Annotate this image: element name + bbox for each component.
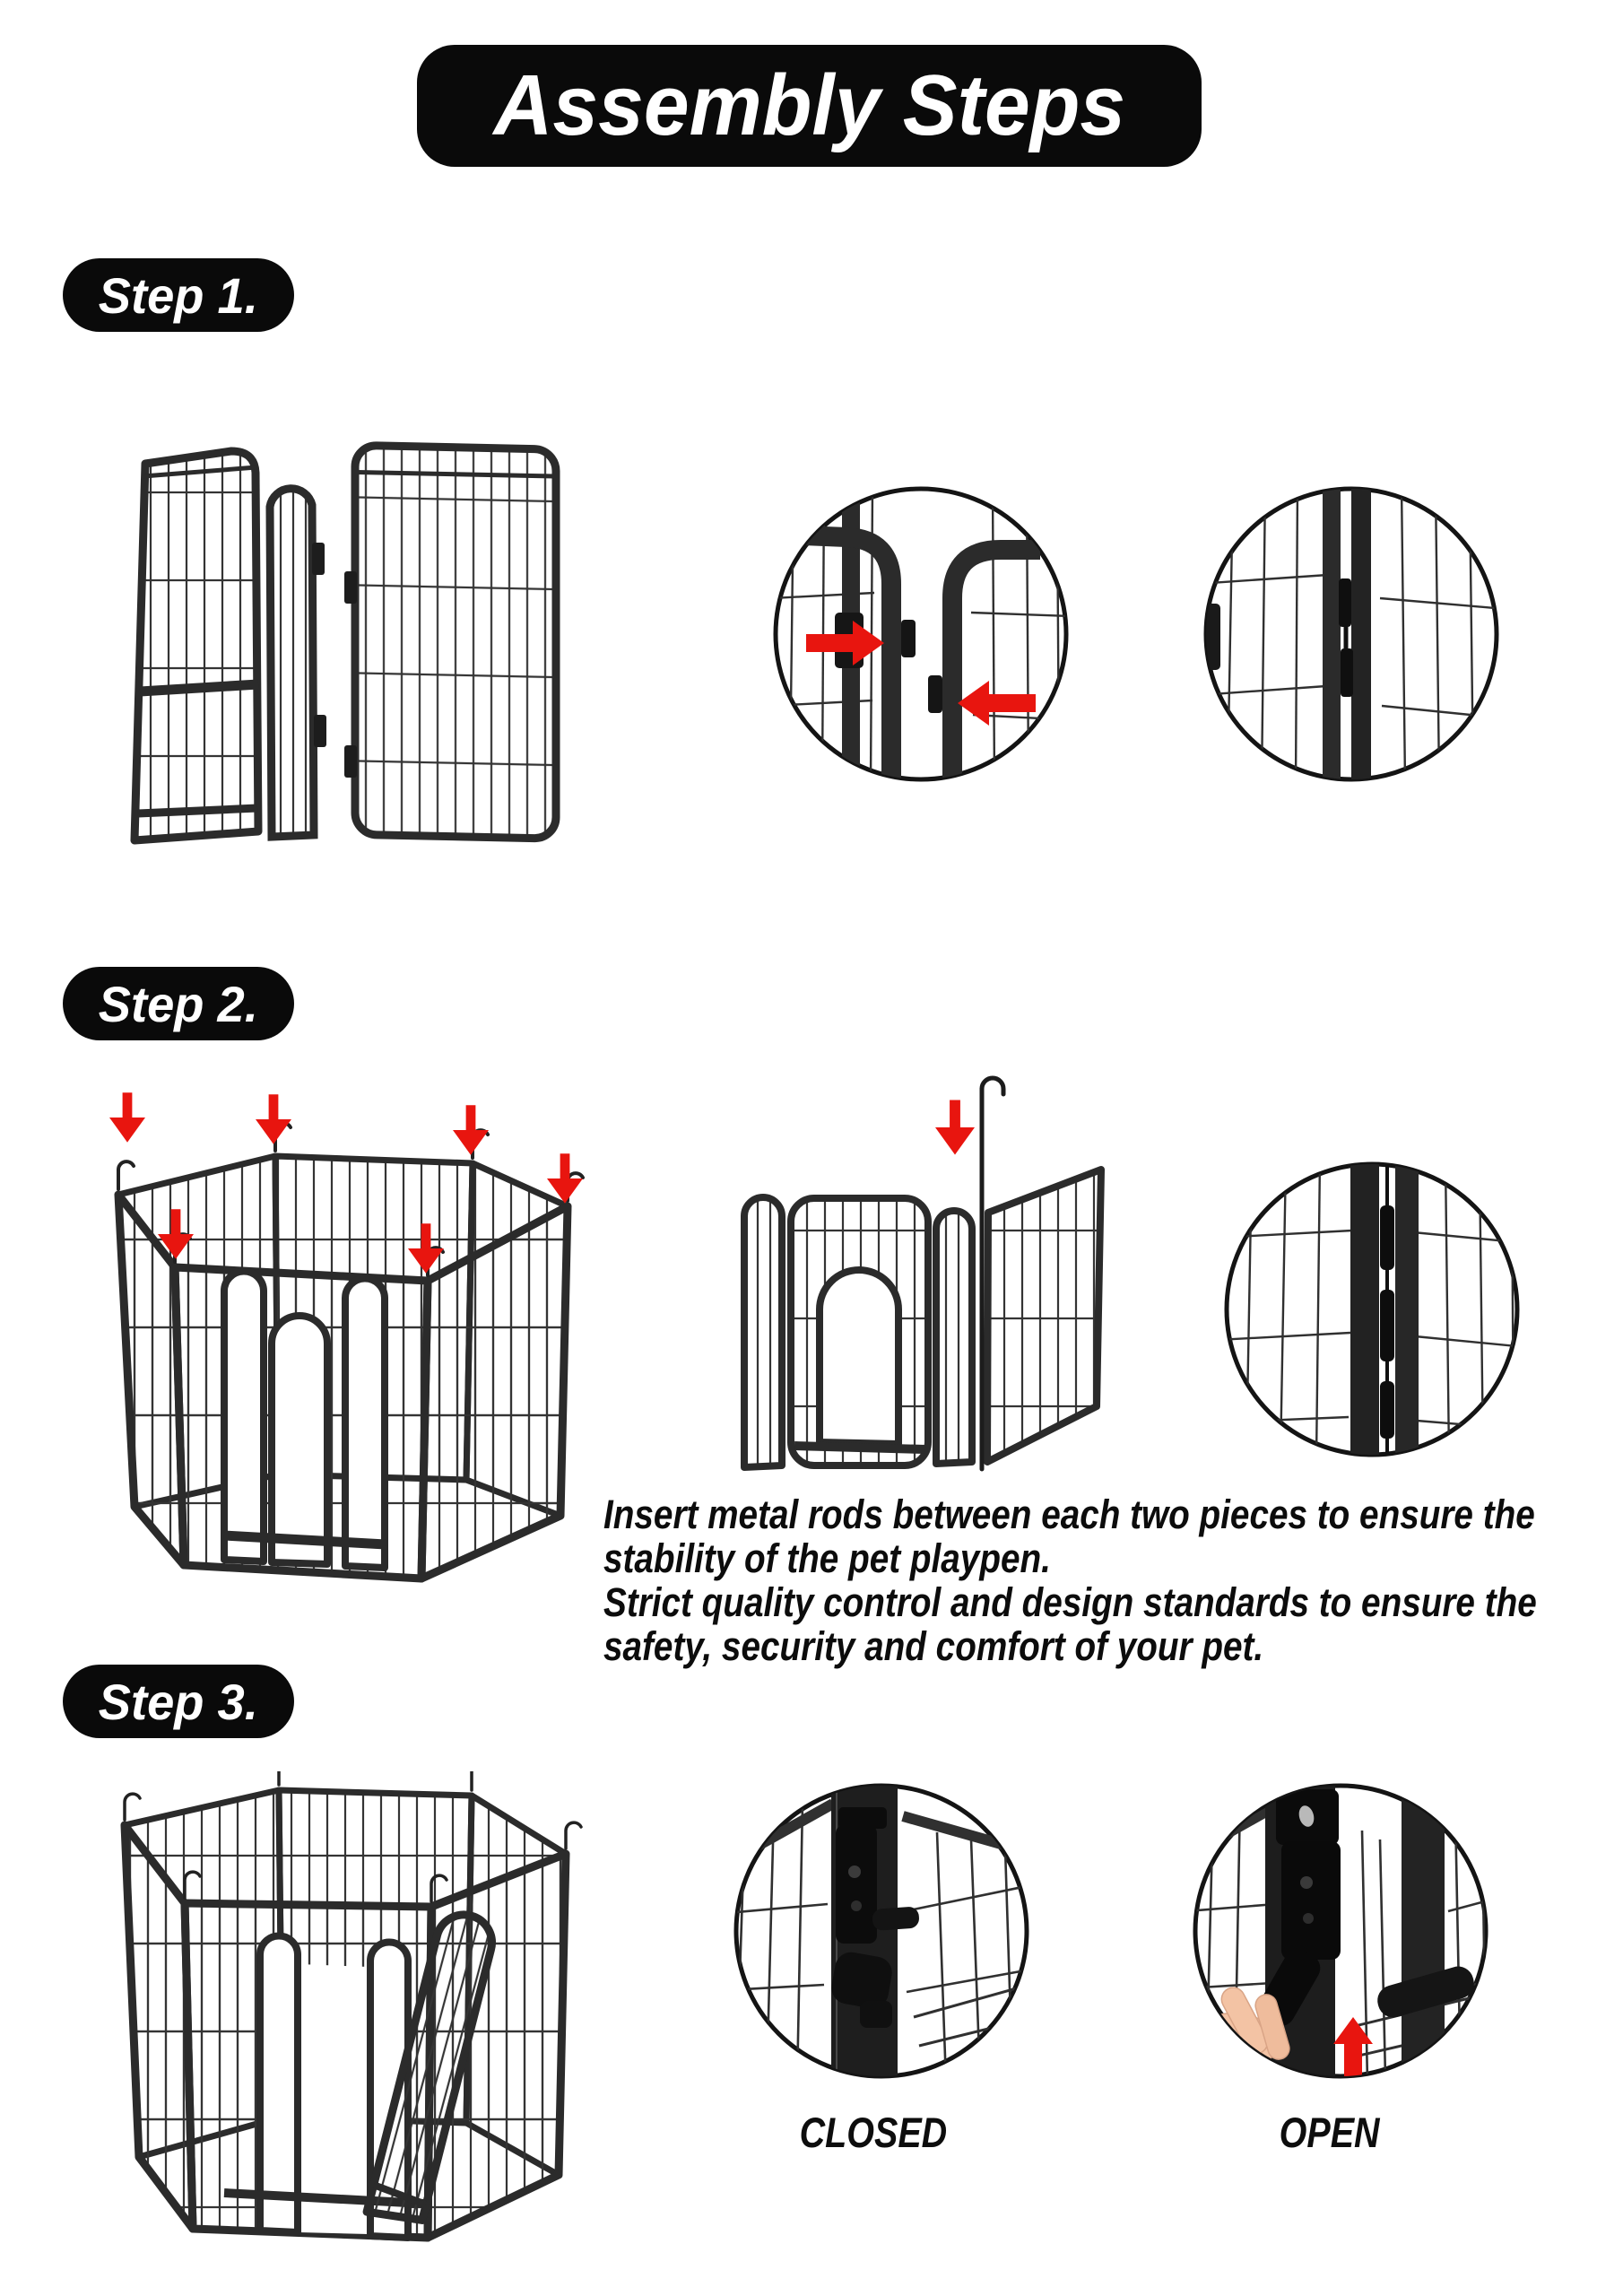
screw — [848, 1866, 861, 1878]
zoom-circle-latch-open — [1186, 1777, 1495, 2085]
closed-label: CLOSED — [799, 2109, 948, 2156]
hinge-block — [1199, 604, 1220, 670]
rod-hook-icon — [472, 1771, 487, 1790]
step2-rod-insert-illustration — [726, 1058, 1148, 1489]
zoom-circle-rod-hinge — [1218, 1155, 1526, 1464]
step3-playpen-open-door-illustration — [103, 1771, 592, 2260]
hinge-knuckle — [1380, 1381, 1394, 1439]
red-down-arrow-icon — [935, 1100, 975, 1155]
screw — [851, 1900, 862, 1911]
door-edge-column — [270, 489, 314, 837]
door-edge-column — [224, 1272, 264, 1561]
door-arch — [272, 1316, 327, 1564]
right-panel-edge-bar — [1351, 480, 1371, 788]
panel — [987, 1170, 1101, 1462]
screw — [1303, 1913, 1314, 1924]
step-2-label: Step 2. — [63, 967, 294, 1040]
red-down-arrow-icon — [109, 1092, 145, 1142]
page-title-text: Assembly Steps — [493, 57, 1125, 153]
connector-tab — [344, 745, 357, 778]
rod-hook-icon — [125, 1794, 140, 1820]
zoom-circle-tabs-locked — [1197, 480, 1506, 788]
door-edge-column — [744, 1197, 782, 1467]
step-1-label: Step 1. — [63, 258, 294, 332]
panel-with-door — [135, 451, 258, 840]
playpen-panels — [118, 1156, 568, 1578]
red-down-arrow-icon — [453, 1105, 489, 1154]
note-line: safety, security and comfort of your pet. — [603, 1623, 1264, 1669]
playpen-panels — [125, 1790, 566, 2238]
latch-handle — [872, 1906, 920, 1931]
door-panel — [791, 1198, 928, 1465]
connector-tab — [901, 620, 916, 657]
connector-tab — [312, 543, 325, 575]
step2-hexagon-playpen-illustration — [90, 1067, 592, 1596]
right-panel-edge-bar — [1395, 1155, 1419, 1464]
left-panel-edge-bar — [1323, 480, 1341, 788]
hinge-knuckle — [1380, 1205, 1394, 1270]
left-panel-edge-bar — [1350, 1155, 1379, 1464]
screw — [1300, 1876, 1313, 1889]
door-edge-column — [345, 1278, 385, 1568]
connector-tab — [928, 675, 942, 713]
door-edge-column — [260, 1936, 298, 2232]
hinge-knuckle — [1380, 1290, 1394, 1361]
connector-tab — [1341, 648, 1353, 697]
rod-hook-icon — [566, 1822, 581, 1848]
step1-panels-illustration — [124, 408, 590, 857]
rod-hook-icon — [982, 1078, 1003, 1094]
note-line: Strict quality control and design standards to ensure the — [603, 1579, 1537, 1625]
connector-tab — [314, 715, 326, 747]
zoom-circle-latch-closed — [727, 1777, 1036, 2085]
rod-hook-icon — [279, 1771, 294, 1785]
connector-tab — [1339, 578, 1351, 627]
step-3-label: Step 3. — [63, 1665, 294, 1738]
door-edge-column — [936, 1211, 972, 1464]
page-title — [417, 45, 1202, 167]
note-text — [603, 1492, 1537, 1668]
zoom-circle-attach-tabs — [767, 480, 1075, 788]
note-line: Insert metal rods between each two pieces to ensure the — [603, 1492, 1535, 1537]
red-down-arrow-icon — [256, 1094, 291, 1144]
latch-catch — [860, 2001, 892, 2028]
open-label: OPEN — [1280, 2109, 1380, 2156]
red-down-arrow-icon — [547, 1153, 583, 1203]
connector-tab — [344, 571, 357, 604]
panel — [355, 445, 556, 839]
note-line: stability of the pet playpen. — [603, 1535, 1051, 1581]
rod-hook-icon — [118, 1161, 134, 1189]
